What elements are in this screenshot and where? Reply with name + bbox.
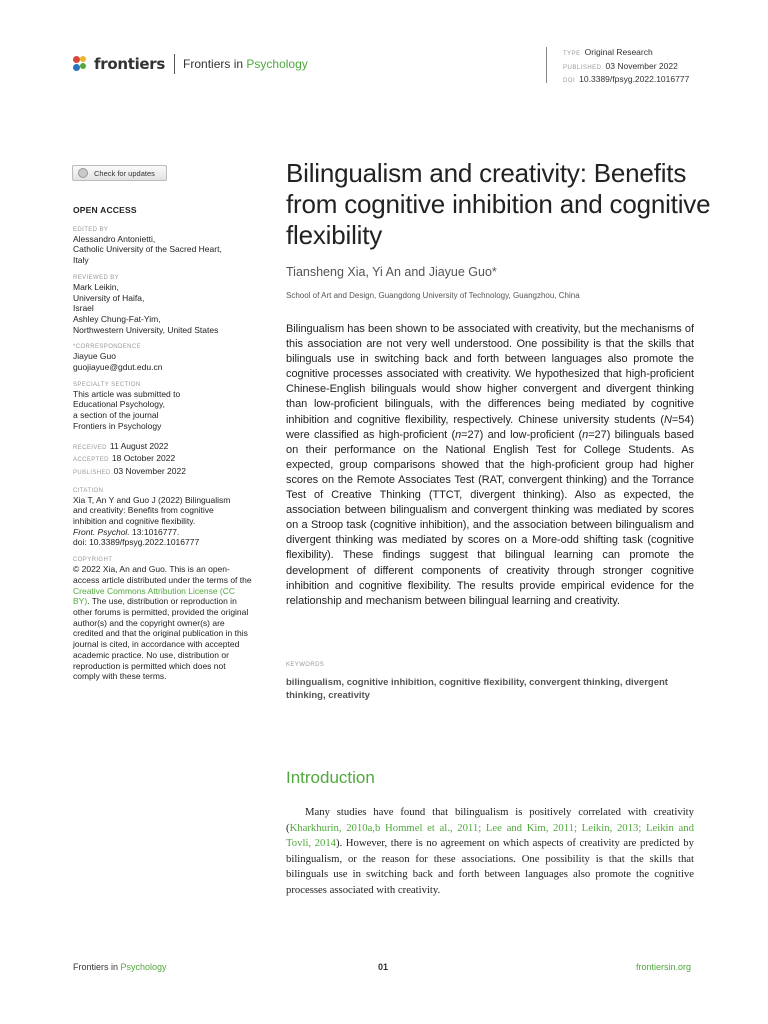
sidebar-info [73,205,253,682]
citation-label: CITATION [73,487,104,494]
frontiers-logo-icon [72,55,90,73]
correspondence-label: *CORRESPONDENCE [73,344,142,351]
reviewed-by: Mark Leikin, University of Haifa, Israel Ashley Chung-Fat-Yim, Northwestern University, United States [73,281,219,335]
introduction-heading: Introduction [286,768,375,787]
frontiers-logo[interactable] [72,54,308,74]
copyright: © 2022 Xia, An and Guo. This is an open-access article distributed under the terms of the Creative Commons Attribution License (CC BY). The use, distribution or reproduction in other forums is permitted, provided the original author(s) and the copyright owner(s) are credited and that the original publication in this journal is cited, in accordance with accepted academic practice. No use, distribution or reproduction is permitted which does not comply with these terms. [73,564,252,682]
open-access-label: OPEN ACCESS [73,205,137,215]
header-divider [174,54,175,74]
logo-wordmark: frontiers [94,55,166,73]
reviewed-by-label: REVIEWED BY [73,274,120,281]
introduction-paragraph: Many studies have found that bilingualism is positively correlated with creativity (Kharkhurin, 2010a,b Hommel et al., 2011; Lee and Kim, 2011; Leikin, 2013; Leikin and Tovli, 2014). However, there is no agreement on which aspects of creativity are predicted by bilingualism, or the reason for these associations. One possibility is that the skills that bilinguals use in switching back and forth between languages also promote the cognitive processes associated with creativity. [286,806,694,896]
cc-license-link[interactable]: Creative Commons Attribution License (CC BY) [73,585,236,607]
meta-doi[interactable]: DOI 10.3389/fpsyg.2022.1016777 [563,74,690,84]
intro-references[interactable]: Kharkhurin, 2010a,b Hommel et al., 2011; Lee and Kim, 2011; Leikin, 2013; Leikin and Tovli, 2014 [286,821,694,850]
article-title: Bilingualism and creativity: Benefits from cognitive inhibition and cognitive flexibility [286,158,711,250]
correspondence[interactable]: Jiayue Guo guojiayue@gdut.edu.cn [73,351,163,373]
date-accepted: ACCEPTED 18 October 2022 [73,453,176,464]
date-published: PUBLISHED 03 November 2022 [73,465,186,476]
specialty-section: This article was submitted to Educational Psychology, a section of the journal Frontiers in Psychology [73,388,181,431]
edited-by: Alessandro Antonietti, Catholic University of the Sacred Heart, Italy [73,233,222,266]
copyright-label: COPYRIGHT [73,557,113,564]
abstract: Bilingualism has been shown to be associated with creativity, but the mechanisms of this association are not very well understood. One possibility is that the skills that bilinguals use in switching back and forth between languages also promote the cognitive processes associated with creativity. We hypothesized that high-proficient Chinese-English bilinguals would show higher convergent and divergent thinking than low-proficient bilinguals, with the differences being mediated by cognitive inhibition and cognitive flexibility, respectively. Chinese university students (N=54) were classified as high-proficient (n=27) and low-proficient (n=27) bilinguals based on their performance on the National English Test for College Students. As expected, group comparisons showed that the high-proficient group had higher scores on the Remote Associates Test (RAT, convergent thinking) and the Torrance Test of Creative Thinking (TTCT, divergent thinking). Also as expected, the association between bilingualism and convergent thinking was mediated by scores on a Stroop task (cognitive inhibition), and the association between bilingualism and divergent thinking was mediated by scores on a More-odd shifting task (cognitive flexibility). These findings suggest that bilingual learning can promote the development of different components of creativity through stronger cognitive inhibition and cognitive flexibility. The results provide empirical evidence for the relationship and mechanism between bilingual learning and creativity. [286,323,694,607]
update-icon [78,168,88,178]
authors[interactable]: Tiansheng Xia, Yi An and Jiayue Guo* [286,265,497,279]
meta-type: TYPE Original Research [563,47,653,57]
specialty-label: SPECIALTY SECTION [73,381,141,388]
dates [73,441,253,479]
footer-journal[interactable]: Frontiers in Psychology [73,962,167,972]
citation-doi[interactable]: doi: 10.3389/fpsyg.2022.1016777 [73,537,200,548]
affiliation: School of Art and Design, Guangdong University of Technology, Guangzhou, China [286,291,580,300]
journal-name[interactable]: Frontiers in Psychology [183,57,308,71]
article-meta [546,47,689,83]
keywords-label: KEYWORDS [286,662,325,668]
check-for-updates-button[interactable]: Check for updates [72,165,167,181]
meta-published: PUBLISHED 03 November 2022 [563,60,678,71]
date-received: RECEIVED 11 August 2022 [73,440,169,451]
page-number: 01 [378,962,389,972]
citation: Xia T, An Y and Guo J (2022) Bilingualism and creativity: Benefits from cognitive inhibition and cognitive flexibility. Front. Psychol. 13:1016777. doi: 10.3389/fpsyg.2022.1016777 [73,495,253,549]
keywords: bilingualism, cognitive inhibition, cognitive flexibility, convergent thinking, divergent thinking, creativity [286,677,668,701]
edited-by-label: EDITED BY [73,226,109,233]
footer-site-link[interactable]: frontiersin.org [636,962,692,972]
